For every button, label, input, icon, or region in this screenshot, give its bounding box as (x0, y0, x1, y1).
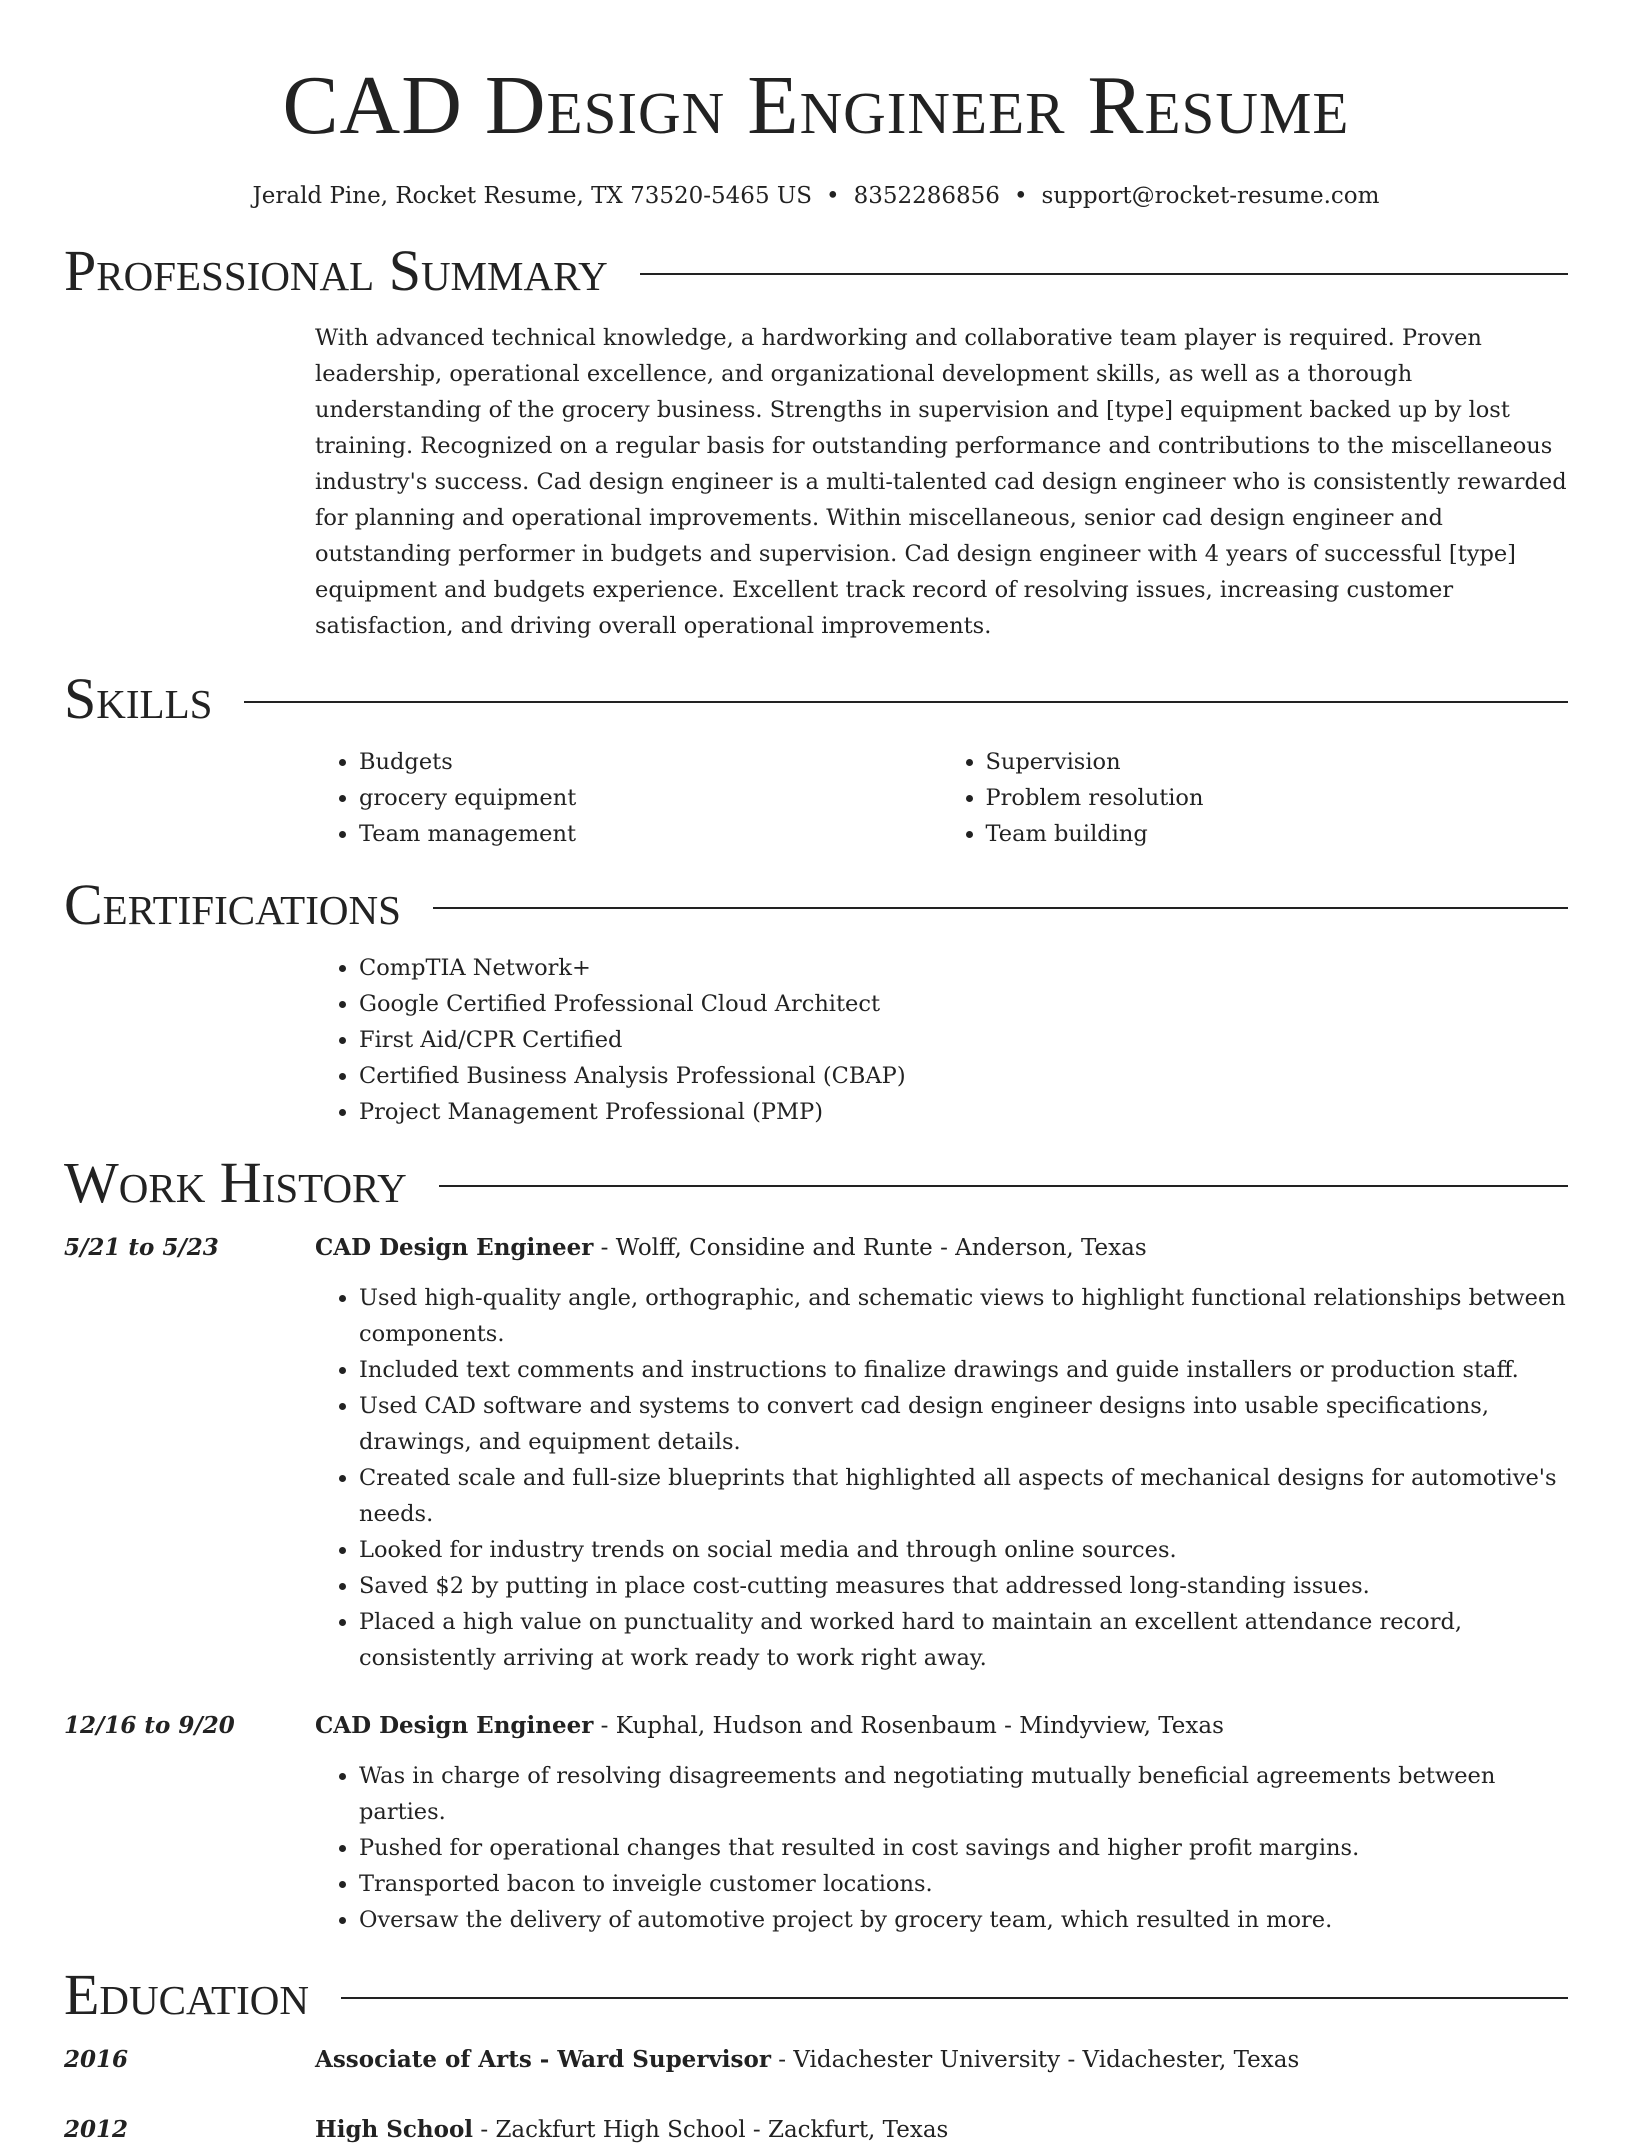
job-header (64, 1230, 1568, 1266)
job-responsibilities (315, 1280, 1568, 1676)
contact-phone: 8352286856 (853, 183, 1000, 209)
contact-separator: • (1013, 183, 1028, 209)
summary-section-header (64, 236, 1568, 306)
responsibility-item: • Used CAD software and systems to convert cad design engineer designs into usable specifications, drawings, and equipment details. (359, 1388, 1568, 1460)
education-year: 2016 (64, 2046, 129, 2073)
section-divider (439, 1185, 1568, 1187)
certification-item: • Certified Business Analysis Professional (CBAP) (359, 1058, 1568, 1094)
education-heading: Education (64, 1962, 309, 2027)
responsibility-item: • Oversaw the delivery of automotive project by grocery team, which resulted in more. (359, 1902, 1568, 1938)
skill-item: • Problem resolution (986, 780, 1569, 816)
skills-heading: Skills (64, 666, 213, 731)
education-section-header (64, 1960, 1568, 2030)
education-degree: Associate of Arts - Ward Supervisor (315, 2046, 771, 2073)
certifications-heading: Certifications (64, 872, 401, 937)
skill-item: • grocery equipment (359, 780, 942, 816)
skills-list (315, 744, 1568, 852)
job-responsibilities (315, 1758, 1568, 1938)
contact-line (64, 180, 1568, 212)
section-divider (640, 273, 1568, 275)
responsibility-item: • Used high-quality angle, orthographic, and schematic views to highlight functional relationships between components. (359, 1280, 1568, 1352)
job-dates: 5/21 to 5/23 (64, 1234, 219, 1261)
education-year: 2012 (64, 2116, 129, 2143)
resume-page (64, 0, 1568, 2148)
job-title: CAD Design Engineer (315, 1712, 594, 1739)
summary-text: With advanced technical knowledge, a hardworking and collaborative team player is required. Proven leadership, operational excellence, and organizational development skills, as well as a thorough understanding of the grocery business. Strengths in supervision and [type] equipment backed up by lost training. Recognized on a regular basis for outstanding performance and contributions to the miscellaneous industry's success. Cad design engineer is a multi-talented cad design engineer who is consistently rewarded for planning and operational improvements. Within miscellaneous, senior cad design engineer and outstanding performer in budgets and supervision. Cad design engineer with 4 years of successful [type] equipment and budgets experience. Excellent track record of resolving issues, increasing customer satisfaction, and driving overall operational improvements. (315, 325, 1567, 639)
education-entry (64, 2112, 1568, 2148)
job-header (64, 1708, 1568, 1744)
responsibility-item: • Looked for industry trends on social media and through online sources. (359, 1532, 1568, 1568)
certification-item: • CompTIA Network+ (359, 950, 1568, 986)
certification-item: • First Aid/CPR Certified (359, 1022, 1568, 1058)
skill-item: • Team building (986, 816, 1569, 852)
skills-column-right (942, 744, 1569, 852)
responsibility-item: • Placed a high value on punctuality and worked hard to maintain an excellent attendance record, consistently arriving at work ready to work right away. (359, 1604, 1568, 1676)
responsibility-item: • Was in charge of resolving disagreements and negotiating mutually beneficial agreements between parties. (359, 1758, 1568, 1830)
section-divider (244, 701, 1568, 703)
certification-item: • Project Management Professional (PMP) (359, 1094, 1568, 1130)
job-role (315, 1708, 1224, 1744)
education-school: - Zackfurt High School - Zackfurt, Texas (473, 2117, 949, 2143)
job-employer: - Wolff, Considine and Runte - Anderson, Texas (593, 1235, 1147, 1261)
skill-item: • Budgets (359, 744, 942, 780)
responsibility-item: • Pushed for operational changes that resulted in cost savings and higher profit margins. (359, 1830, 1568, 1866)
job-dates: 12/16 to 9/20 (64, 1712, 235, 1739)
skills-section-header (64, 664, 1568, 734)
education-degree: High School (315, 2116, 474, 2143)
contact-address: Jerald Pine, Rocket Resume, TX 73520-5465 US (252, 183, 813, 209)
work-section-header (64, 1148, 1568, 1218)
job-entry (64, 1708, 1568, 1938)
contact-separator: • (826, 183, 840, 209)
responsibility-item: • Included text comments and instructions to finalize drawings and guide installers or production staff. (359, 1352, 1568, 1388)
skills-column-left (315, 744, 942, 852)
certifications-list (315, 950, 1568, 1130)
summary-heading: Professional Summary (64, 238, 608, 303)
contact-email: support@rocket-resume.com (1041, 183, 1380, 209)
job-role (315, 1230, 1147, 1266)
resume-title: CAD Design Engineer Resume (282, 59, 1350, 152)
education-details (315, 2112, 948, 2148)
job-employer: - Kuphal, Hudson and Rosenbaum - Mindyview, Texas (593, 1713, 1224, 1739)
section-divider (433, 907, 1568, 909)
certifications-section-header (64, 870, 1568, 940)
education-school: - Vidachester University - Vidachester, Texas (770, 2047, 1300, 2073)
responsibility-item: • Saved $2 by putting in place cost-cutting measures that addressed long-standing issues. (359, 1568, 1568, 1604)
work-heading: Work History (64, 1150, 407, 1215)
responsibility-item: • Transported bacon to inveigle customer locations. (359, 1866, 1568, 1902)
section-divider (341, 1997, 1568, 1999)
responsibility-item: • Created scale and full-size blueprints that highlighted all aspects of mechanical designs for automotive's needs. (359, 1460, 1568, 1532)
job-title: CAD Design Engineer (315, 1234, 594, 1261)
skill-item: • Supervision (986, 744, 1569, 780)
job-entry (64, 1230, 1568, 1676)
certification-item: • Google Certified Professional Cloud Architect (359, 986, 1568, 1022)
skill-item: • Team management (359, 816, 942, 852)
education-details (315, 2042, 1299, 2078)
education-entry (64, 2042, 1568, 2078)
